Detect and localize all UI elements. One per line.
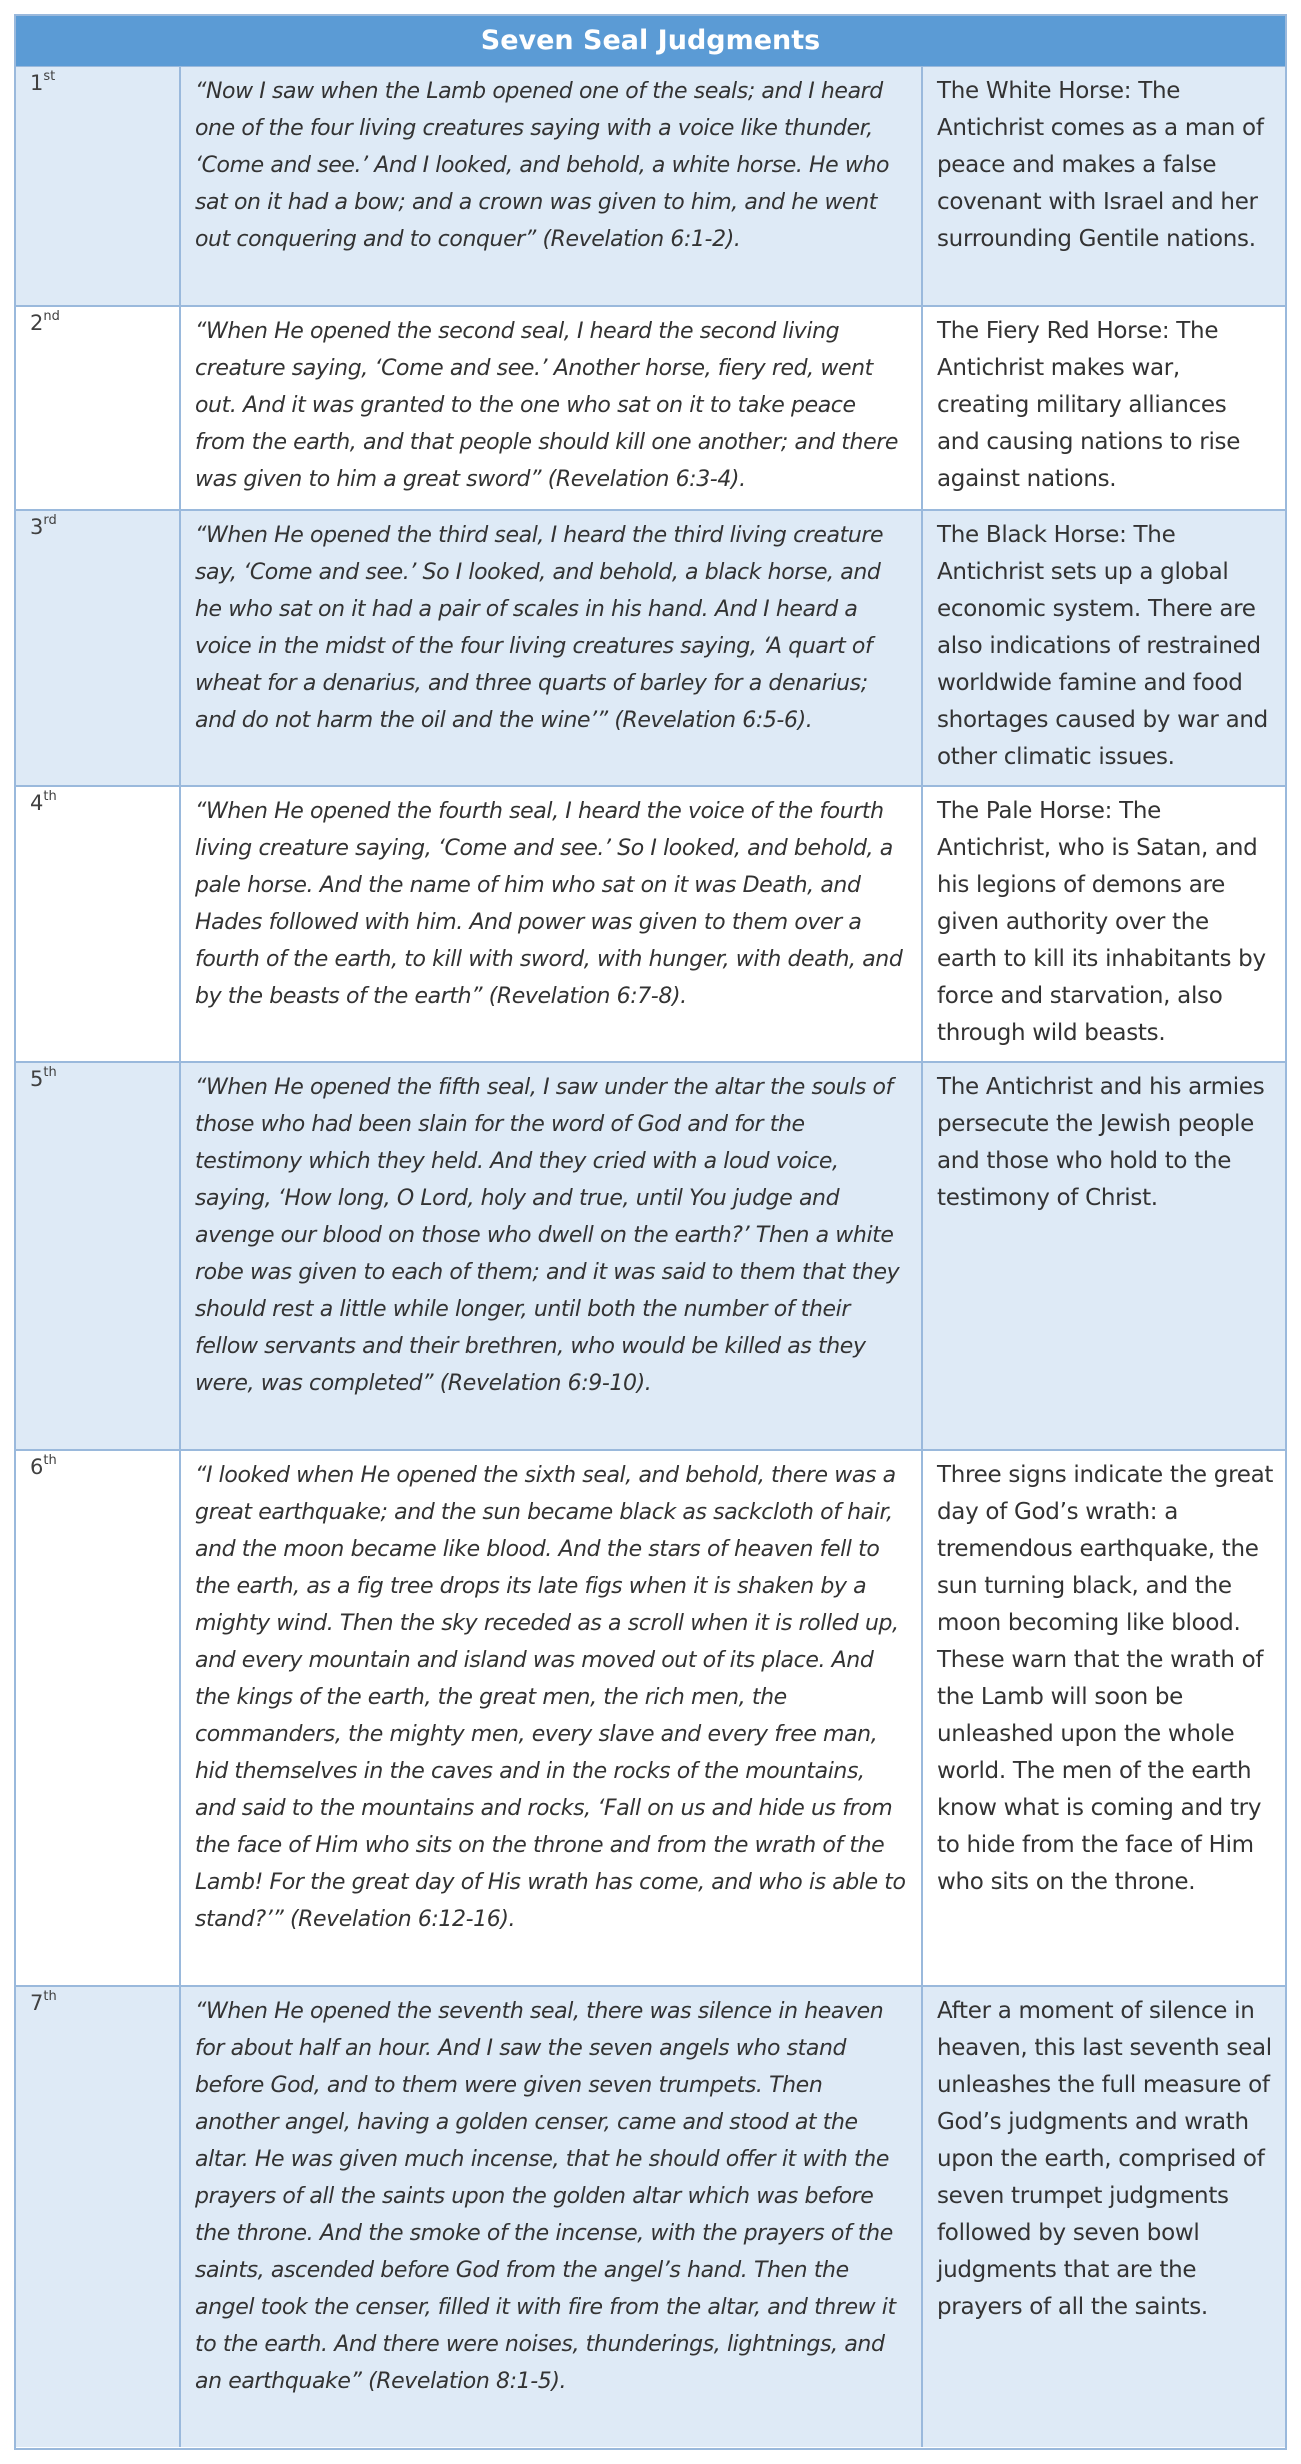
seal-number bbox=[16, 1063, 181, 1449]
seal-number-suffix: st bbox=[43, 69, 56, 84]
seal-number bbox=[16, 787, 181, 1061]
table-row-seal-5 bbox=[16, 1063, 1285, 1451]
seal-number-digit: 3 bbox=[30, 515, 44, 539]
scripture-quote: “When He opened the fifth seal, I saw under the altar the souls of those who had been slain for the word of God and for the testimony which they held. And they cried with a loud voice, saying, ‘How long, O Lord, holy and true, until You judge and avenge our blood on those who dwell on the earth?’ Then a white robe was given to each of them; and it was said to them that they should rest a little while longer, until both the number of their fellow servants and their brethren, who would be killed as they were, was completed” (Revelation 6:9-10). bbox=[181, 1063, 923, 1449]
scripture-quote: “I looked when He opened the sixth seal, and behold, there was a great earthquake; and the sun became black as sackcloth of hair, and the moon became like blood. And the stars of heaven fell to the earth, as a fig tree drops its late figs when it is shaken by a mighty wind. Then the sky receded as a scroll when it is rolled up, and every mountain and island was moved out of its place. And the kings of the earth, the great men, the rich men, the commanders, the mighty men, every slave and every free man, hid themselves in the caves and in the rocks of the mountains, and said to the mountains and rocks, ‘Fall on us and hide us from the face of Him who sits on the throne and from the wrath of the Lamb! For the great day of His wrath has come, and who is able to stand?’” (Revelation 6:12-16). bbox=[181, 1451, 923, 1985]
seal-description: The Black Horse: The Antichrist sets up a global economic system. There are also indications of restrained worldwide famine and food shortages caused by war and other climatic issues. bbox=[937, 522, 1268, 770]
table-row-seal-4 bbox=[16, 787, 1285, 1063]
scripture-quote: “When He opened the third seal, I heard the third living creature say, ‘Come and see.’ So I looked, and behold, a black horse, and he who sat on it had a pair of scales in his hand. And I heard a voice in the midst of the four living creatures saying, ‘A quart of wheat for a denarius, and three quarts of barley for a denarius; and do not harm the oil and the wine’” (Revelation 6:5-6). bbox=[181, 511, 923, 785]
table-title: Seven Seal Judgments bbox=[16, 16, 1285, 67]
seal-number-digit: 7 bbox=[30, 1991, 44, 2015]
seal-description: The White Horse: The Antichrist comes as a man of peace and makes a false covenant with Israel and her surrounding Gentile nations. bbox=[937, 78, 1264, 252]
seal-number-suffix: th bbox=[43, 1065, 57, 1080]
seal-number-digit: 1 bbox=[30, 71, 44, 95]
seal-number-digit: 5 bbox=[30, 1067, 44, 1091]
seal-description: After a moment of silence in heaven, this last seventh seal unleashes the full measure of God’s judgments and wrath upon the earth, comprised of seven trumpet judgments followed by seven bowl judgments that are the prayers of all the saints. bbox=[937, 1998, 1272, 2320]
seal-description: The Fiery Red Horse: The Antichrist makes war, creating military alliances and causing nations to rise against nations. bbox=[937, 318, 1241, 492]
seal-number-digit: 2 bbox=[30, 311, 44, 335]
scripture-quote: “When He opened the second seal, I heard the second living creature saying, ‘Come and see.’ Another horse, fiery red, went out. And it was granted to the one who sat on it to take peace from the earth, and that people should kill one another; and there was given to him a great sword” (Revelation 6:3-4). bbox=[181, 307, 923, 509]
scripture-quote: “Now I saw when the Lamb opened one of the seals; and I heard one of the four living creatures saying with a voice like thunder, ‘Come and see.’ And I looked, and behold, a white horse. He who sat on it had a bow; and a crown was given to him, and he went out conquering and to conquer” (Revelation 6:1-2). bbox=[181, 67, 923, 305]
seal-description: Three signs indicate the great day of God’s wrath: a tremendous earthquake, the sun turning black, and the moon becoming like blood. These warn that the wrath of the Lamb will soon be unleashed upon the whole world. The men of the earth know what is coming and try to hide from the face of Him who sits on the throne. bbox=[937, 1462, 1274, 1895]
table-row-seal-2 bbox=[16, 307, 1285, 511]
seal-number bbox=[16, 307, 181, 509]
seal-number bbox=[16, 1987, 181, 2447]
seal-number bbox=[16, 511, 181, 785]
seal-judgments-table bbox=[14, 14, 1287, 2450]
seal-number-suffix: th bbox=[43, 789, 57, 804]
table-row-seal-3 bbox=[16, 511, 1285, 787]
seal-number-digit: 4 bbox=[30, 791, 44, 815]
seal-number-suffix: rd bbox=[43, 513, 57, 528]
table-row-seal-7 bbox=[16, 1987, 1285, 2447]
seal-description: The Antichrist and his armies persecute the Jewish people and those who hold to the testimony of Christ. bbox=[937, 1074, 1265, 1211]
seal-number-suffix: nd bbox=[43, 309, 60, 324]
seal-number-digit: 6 bbox=[30, 1455, 44, 1479]
seal-number bbox=[16, 1451, 181, 1985]
scripture-quote: “When He opened the fourth seal, I heard the voice of the fourth living creature saying, ‘Come and see.’ So I looked, and behold, a pale horse. And the name of him who sat on it was Death, and Hades followed with him. And power was given to them over a fourth of the earth, to kill with sword, with hunger, with death, and by the beasts of the earth” (Revelation 6:7-8). bbox=[181, 787, 923, 1061]
scripture-quote: “When He opened the seventh seal, there was silence in heaven for about half an hour. And I saw the seven angels who stand before God, and to them were given seven trumpets. Then another angel, having a golden censer, came and stood at the altar. He was given much incense, that he should offer it with the prayers of all the saints upon the golden altar which was before the throne. And the smoke of the incense, with the prayers of the saints, ascended before God from the angel’s hand. Then the angel took the censer, filled it with fire from the altar, and threw it to the earth. And there were noises, thunderings, lightnings, and an earthquake” (Revelation 8:1-5). bbox=[181, 1987, 923, 2447]
seal-description: The Pale Horse: The Antichrist, who is Satan, and his legions of demons are given authority over the earth to kill its inhabitants by force and starvation, also through wild beasts. bbox=[937, 798, 1266, 1046]
table-row-seal-1 bbox=[16, 67, 1285, 307]
seal-number-suffix: th bbox=[43, 1453, 57, 1468]
seal-number bbox=[16, 67, 181, 305]
table-row-seal-6 bbox=[16, 1451, 1285, 1987]
seal-number-suffix: th bbox=[43, 1989, 57, 2004]
